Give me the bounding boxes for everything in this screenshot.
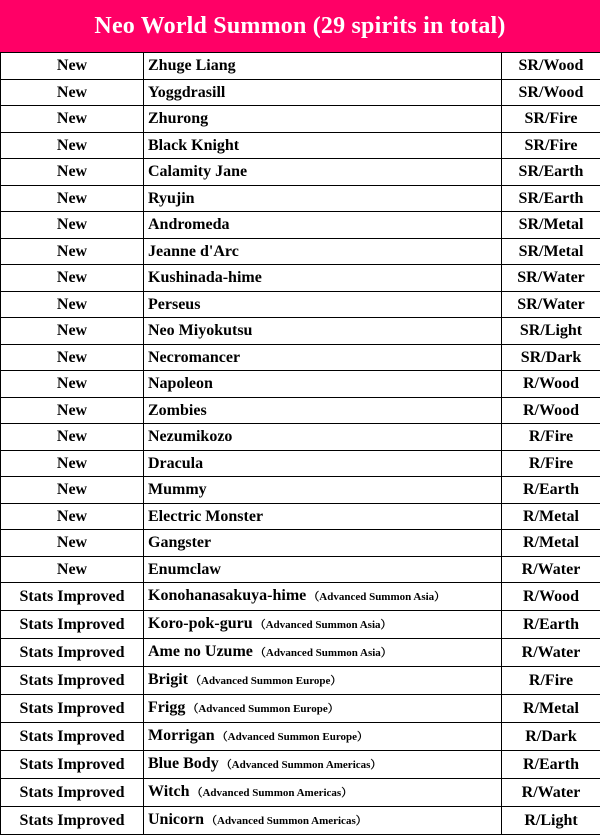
summon-source-note: （Advanced Summon Europe） xyxy=(217,731,368,743)
rarity-element-cell: R/Wood xyxy=(502,371,600,398)
status-cell: New xyxy=(1,238,144,265)
status-cell: New xyxy=(1,53,144,80)
status-cell: New xyxy=(1,450,144,477)
spirit-name-cell xyxy=(144,639,502,667)
spirit-name-cell xyxy=(144,556,502,583)
spirit-name: Konohanasakuya-hime xyxy=(148,587,306,604)
table-row xyxy=(1,530,600,557)
rarity-element-cell: SR/Wood xyxy=(502,53,600,80)
rarity-element-cell: R/Metal xyxy=(502,503,600,530)
spirit-name-cell xyxy=(144,185,502,212)
table-row xyxy=(1,265,600,292)
table-row xyxy=(1,667,600,695)
rarity-element-cell: R/Dark xyxy=(502,723,600,751)
spirit-name: Perseus xyxy=(148,296,200,313)
status-cell: Stats Improved xyxy=(1,779,144,807)
spirit-name: Frigg xyxy=(148,699,185,716)
spirit-name: Gangster xyxy=(148,534,211,551)
spirit-name-cell xyxy=(144,779,502,807)
spirit-name-cell xyxy=(144,344,502,371)
spirit-name: Zombies xyxy=(148,402,207,419)
status-cell: New xyxy=(1,79,144,106)
spirit-name: Zhurong xyxy=(148,110,208,127)
summon-source-note: （Advanced Summon Americas） xyxy=(221,759,382,771)
table-title: Neo World Summon (29 spirits in total) xyxy=(0,0,600,52)
table-row xyxy=(1,79,600,106)
table-row xyxy=(1,695,600,723)
rarity-element-cell: R/Earth xyxy=(502,751,600,779)
rarity-element-cell: SR/Fire xyxy=(502,132,600,159)
spirits-table xyxy=(0,52,600,835)
table-row xyxy=(1,212,600,239)
spirit-name-cell xyxy=(144,751,502,779)
rarity-element-cell: R/Fire xyxy=(502,667,600,695)
status-cell: Stats Improved xyxy=(1,751,144,779)
spirit-name-cell xyxy=(144,695,502,723)
status-cell: New xyxy=(1,185,144,212)
spirit-name: Ryujin xyxy=(148,190,195,207)
status-cell: New xyxy=(1,291,144,318)
rarity-element-cell: R/Water xyxy=(502,779,600,807)
spirit-name: Unicorn xyxy=(148,811,204,828)
status-cell: Stats Improved xyxy=(1,583,144,611)
spirit-name-cell xyxy=(144,106,502,133)
summon-source-note: （Advanced Summon Americas） xyxy=(206,815,367,827)
spirit-name-cell xyxy=(144,291,502,318)
summon-source-note: （Advanced Summon Americas） xyxy=(191,787,352,799)
table-row xyxy=(1,238,600,265)
rarity-element-cell: SR/Metal xyxy=(502,238,600,265)
spirit-name-cell xyxy=(144,667,502,695)
spirit-name-cell xyxy=(144,477,502,504)
rarity-element-cell: SR/Wood xyxy=(502,79,600,106)
rarity-element-cell: R/Water xyxy=(502,639,600,667)
spirit-name-cell xyxy=(144,503,502,530)
rarity-element-cell: SR/Water xyxy=(502,265,600,292)
rarity-element-cell: SR/Water xyxy=(502,291,600,318)
status-cell: Stats Improved xyxy=(1,611,144,639)
spirit-name-cell xyxy=(144,371,502,398)
spirit-name-cell xyxy=(144,53,502,80)
table-row xyxy=(1,291,600,318)
status-cell: Stats Improved xyxy=(1,639,144,667)
spirit-name: Zhuge Liang xyxy=(148,57,236,74)
spirit-name: Ame no Uzume xyxy=(148,643,253,660)
spirit-name: Morrigan xyxy=(148,727,215,744)
status-cell: New xyxy=(1,159,144,186)
status-cell: New xyxy=(1,344,144,371)
spirits-table-body xyxy=(1,53,600,835)
status-cell: New xyxy=(1,318,144,345)
status-cell: New xyxy=(1,132,144,159)
status-cell: New xyxy=(1,397,144,424)
table-row xyxy=(1,751,600,779)
spirit-name-cell xyxy=(144,450,502,477)
status-cell: Stats Improved xyxy=(1,723,144,751)
rarity-element-cell: R/Earth xyxy=(502,477,600,504)
spirit-name-cell xyxy=(144,723,502,751)
rarity-element-cell: R/Fire xyxy=(502,424,600,451)
summon-source-note: （Advanced Summon Asia） xyxy=(308,591,445,603)
spirit-name-cell xyxy=(144,238,502,265)
status-cell: New xyxy=(1,530,144,557)
table-row xyxy=(1,53,600,80)
spirit-name: Andromeda xyxy=(148,216,230,233)
summon-source-note: （Advanced Summon Asia） xyxy=(255,619,392,631)
rarity-element-cell: SR/Light xyxy=(502,318,600,345)
summon-source-note: （Advanced Summon Europe） xyxy=(190,675,341,687)
summon-source-note: （Advanced Summon Asia） xyxy=(255,647,392,659)
rarity-element-cell: R/Metal xyxy=(502,530,600,557)
table-row xyxy=(1,397,600,424)
table-row xyxy=(1,159,600,186)
rarity-element-cell: SR/Metal xyxy=(502,212,600,239)
rarity-element-cell: R/Earth xyxy=(502,611,600,639)
table-row xyxy=(1,371,600,398)
rarity-element-cell: R/Fire xyxy=(502,450,600,477)
status-cell: Stats Improved xyxy=(1,807,144,835)
table-row xyxy=(1,318,600,345)
spirit-name: Neo Miyokutsu xyxy=(148,322,252,339)
status-cell: New xyxy=(1,371,144,398)
table-row xyxy=(1,779,600,807)
spirit-name: Koro-pok-guru xyxy=(148,615,253,632)
spirit-name: Dracula xyxy=(148,455,203,472)
table-row xyxy=(1,106,600,133)
spirit-name-cell xyxy=(144,212,502,239)
status-cell: New xyxy=(1,477,144,504)
spirit-name-cell xyxy=(144,807,502,835)
status-cell: New xyxy=(1,106,144,133)
spirit-name: Brigit xyxy=(148,671,188,688)
spirit-name-cell xyxy=(144,583,502,611)
table-row xyxy=(1,556,600,583)
summon-source-note: （Advanced Summon Europe） xyxy=(187,703,338,715)
status-cell: Stats Improved xyxy=(1,667,144,695)
spirit-name-cell xyxy=(144,611,502,639)
spirit-name: Kushinada-hime xyxy=(148,269,262,286)
spirit-name: Black Knight xyxy=(148,137,239,154)
spirit-name: Enumclaw xyxy=(148,561,221,578)
rarity-element-cell: R/Wood xyxy=(502,397,600,424)
table-row xyxy=(1,583,600,611)
spirit-name: Blue Body xyxy=(148,755,219,772)
table-row xyxy=(1,611,600,639)
status-cell: New xyxy=(1,556,144,583)
status-cell: Stats Improved xyxy=(1,695,144,723)
spirit-name-cell xyxy=(144,265,502,292)
spirit-name: Witch xyxy=(148,783,189,800)
table-row xyxy=(1,477,600,504)
table-row xyxy=(1,344,600,371)
spirit-name: Nezumikozo xyxy=(148,428,232,445)
spirit-name-cell xyxy=(144,132,502,159)
rarity-element-cell: R/Metal xyxy=(502,695,600,723)
spirit-name-cell xyxy=(144,159,502,186)
rarity-element-cell: SR/Fire xyxy=(502,106,600,133)
rarity-element-cell: R/Water xyxy=(502,556,600,583)
rarity-element-cell: R/Light xyxy=(502,807,600,835)
status-cell: New xyxy=(1,503,144,530)
spirit-name: Yoggdrasill xyxy=(148,84,225,101)
spirit-name-cell xyxy=(144,318,502,345)
table-row xyxy=(1,185,600,212)
rarity-element-cell: SR/Earth xyxy=(502,185,600,212)
table-row xyxy=(1,503,600,530)
spirit-name: Necromancer xyxy=(148,349,240,366)
table-row xyxy=(1,723,600,751)
table-row xyxy=(1,450,600,477)
rarity-element-cell: R/Wood xyxy=(502,583,600,611)
rarity-element-cell: SR/Earth xyxy=(502,159,600,186)
spirit-name: Mummy xyxy=(148,481,207,498)
rarity-element-cell: SR/Dark xyxy=(502,344,600,371)
spirit-name-cell xyxy=(144,397,502,424)
status-cell: New xyxy=(1,424,144,451)
spirit-name-cell xyxy=(144,530,502,557)
spirit-name: Napoleon xyxy=(148,375,213,392)
spirit-name: Electric Monster xyxy=(148,508,263,525)
spirit-name: Jeanne d'Arc xyxy=(148,243,239,260)
status-cell: New xyxy=(1,212,144,239)
table-row xyxy=(1,424,600,451)
spirit-name-cell xyxy=(144,79,502,106)
spirit-name-cell xyxy=(144,424,502,451)
table-row xyxy=(1,807,600,835)
status-cell: New xyxy=(1,265,144,292)
table-row xyxy=(1,639,600,667)
table-row xyxy=(1,132,600,159)
spirit-name: Calamity Jane xyxy=(148,163,247,180)
